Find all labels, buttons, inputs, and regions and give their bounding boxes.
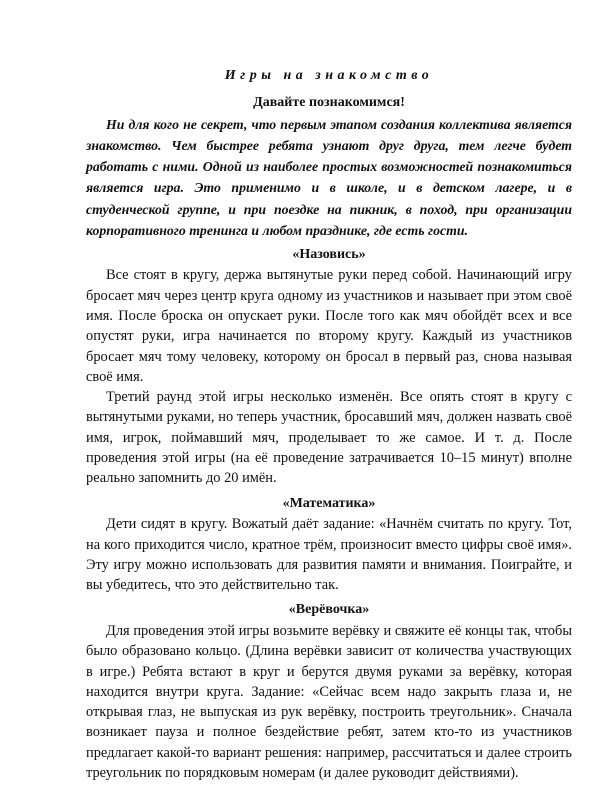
section-title-matematika: «Математика»: [282, 495, 376, 511]
document-title: Игры на знакомство: [224, 68, 434, 83]
section-paragraph: Для проведения этой игры возьмите верёвку и свяжите её концы так, чтобы было образовано кольцо. (Длина верёвки зависит от количества участвующих в игре.) Ребята встают в круг и берутся двумя руками за верёвку, которая находится внутри круга. Задание: «Сейчас всем надо закрыть глаза и, не открывая глаз, не выпуская из рук верёвку, построить треугольник». Сначала возникает пауза и полное бездействие ребят, затем кто-то из участников предлагает какой-то вариант решения: например, рассчитаться и далее строить треугольник по порядковым номерам (и далее руководит действиями).: [86, 622, 572, 782]
section-title-nazovis: «Назовись»: [292, 246, 366, 262]
section-title-verevochka: «Верёвочка»: [288, 602, 370, 618]
section-paragraph: Третий раунд этой игры несколько изменён. Все опять стоят в кругу с вытянутыми руками, но теперь участник, бросавший мяч, должен назвать своё имя, игрок, поймавший мяч, проделывает то же самое. И т. д. После проведения этой игры (на её проведение затрачивается 10–15 минут) вполне реально запомнить до 20 имён.: [86, 389, 572, 487]
document-page: [86, 66, 572, 783]
intro-paragraph: Ни для кого не секрет, что первым этапом создания коллектива является знакомство. Чем быстрее ребята узнают друг друга, тем легче будет работать с ними. Одной из наиболее простых возможностей познакомиться является игра. Это применимо и в школе, и в детском лагере, и в студенческой группе, и при поездке на пикник, в поход, при организации корпоративного тренинга и любом празднике, где есть гости.: [86, 117, 572, 238]
section-paragraph: Дети сидят в кругу. Вожатый даёт задание: «Начнём считать по кругу. Тот, на кого приходится число, кратное трём, произносит вместо цифры своё имя». Эту игру можно использовать для развития памяти и внимания. Поиграйте, и вы убедитесь, что это действительно так.: [86, 516, 572, 594]
intro-heading: Давайте познакомимся!: [253, 94, 405, 110]
section-paragraph: Все стоят в кругу, держа вытянутые руки перед собой. Начинающий игру бросает мяч через центр круга одному из участников и называет при этом своё имя. После броска он опускает руки. После того как мяч обойдёт всех и все опустят руки, игра начинается по второму кругу. Каждый из участников бросает мяч тому человеку, которому он бросал в первый раз, снова называя своё имя.: [86, 267, 572, 385]
